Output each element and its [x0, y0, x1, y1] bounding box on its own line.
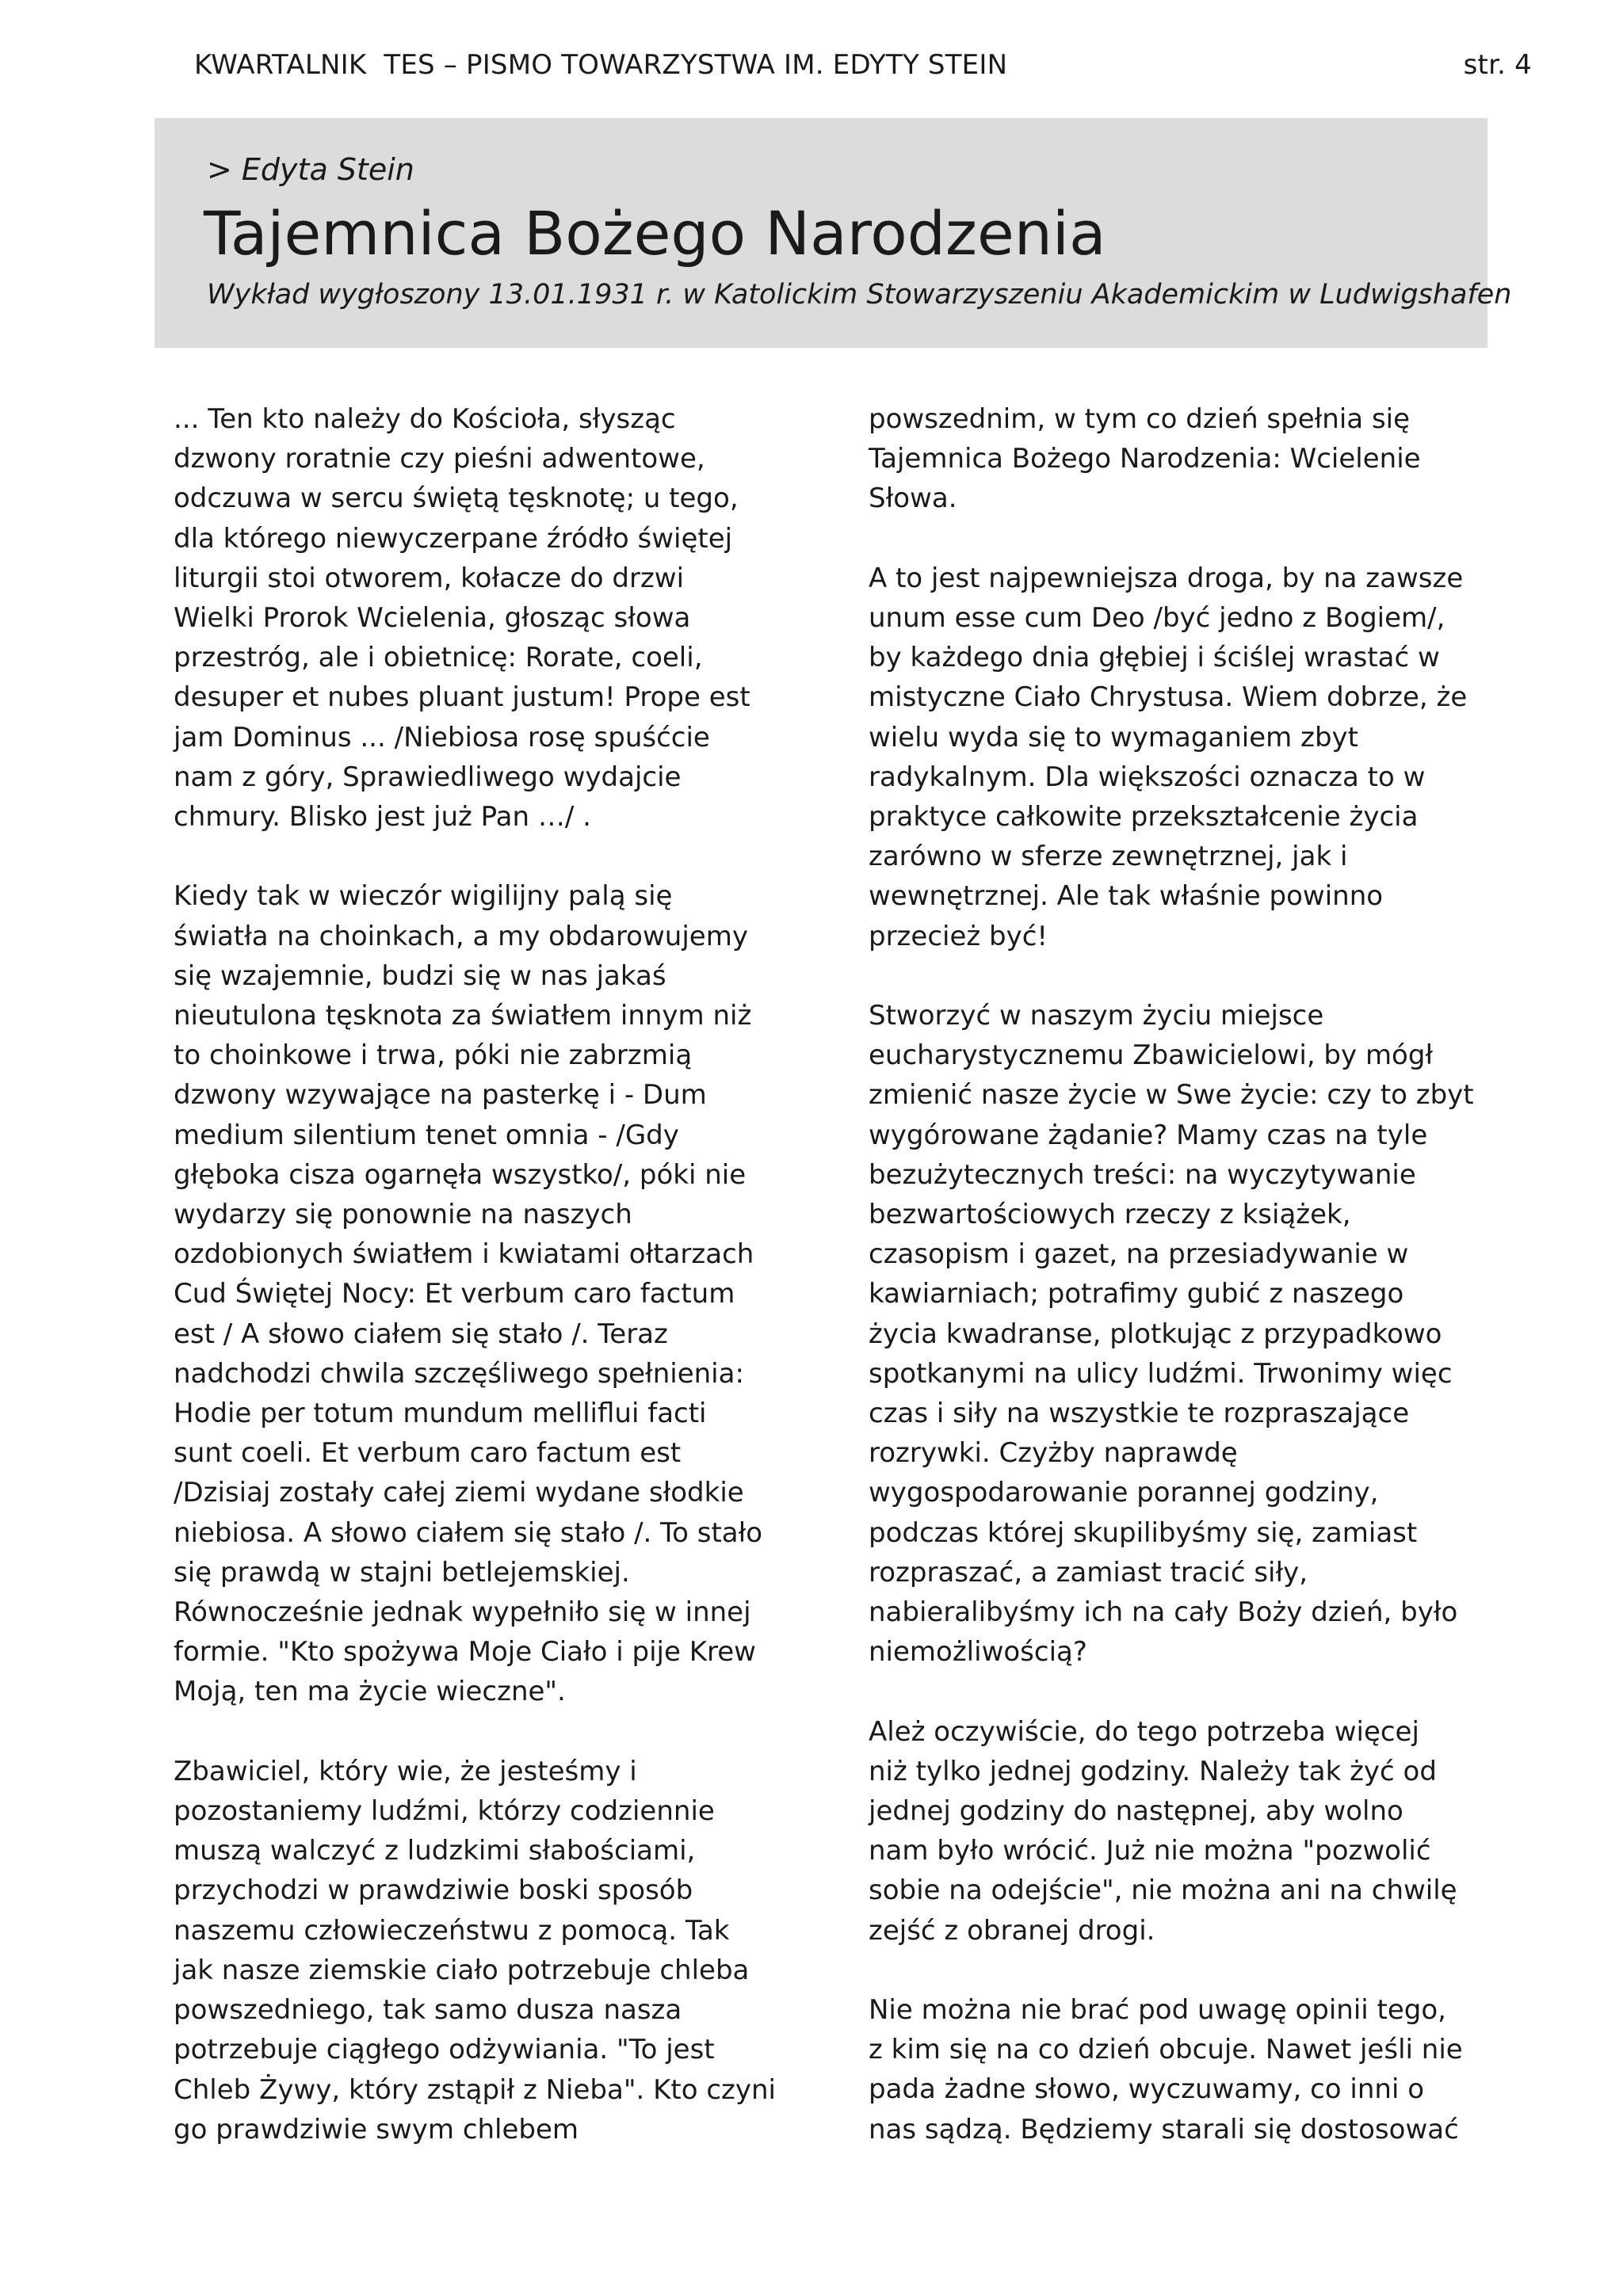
paragraph: Ależ oczywiście, do tego potrzeba więcej niż tylko jednej godziny. Należy tak żyć od jednej godziny do następnej, aby wolno nam było wrócić. Już nie można "pozwolić sobie na odejście", nie można ani na chwilę zejść z obranej drogi. [869, 1715, 1457, 1947]
article-author: > Edyta Stein [207, 152, 414, 187]
paragraph: Stworzyć w naszym życiu miejsce eucharystycznemu Zbawicielowi, by mógł zmienić nasze życie w Swe życie: czy to zbyt wygórowane żądanie? Mamy czas na tyle bezużytecznych treści: na wyczytywanie bezwartościowych rzeczy z książek, czasopism i gazet, na przesiadywanie w kawiarniach; potrafimy gubić z naszego życia kwadranse, plotkując z przypadkowo spotkanymi na ulicy ludźmi. Trwonimy więc czas i siły na wszystkie te rozpraszające rozrywki. Czyżby naprawdę wygospodarowanie porannej godziny, podczas której skupilibyśmy się, zamiast rozpraszać, a zamiast tracić siły, nabieralibyśmy ich na cały Boży dzień, było niemożliwością? [869, 1000, 1474, 1669]
running-header [194, 49, 1532, 89]
paragraph: powszednim, w tym co dzień spełnia się Tajemnica Bożego Narodzenia: Wcielenie Słowa. [869, 403, 1421, 515]
article-subtitle: Wykład wygłoszony 13.01.1931 r. w Katolickim Stowarzyszeniu Akademickim w Ludwigshafen [207, 279, 1512, 311]
page-number: str. 4 [1463, 49, 1532, 81]
publication-title: KWARTALNIK TES – PISMO TOWARZYSTWA IM. EDYTY STEIN [194, 49, 1008, 81]
paragraph: Kiedy tak w wieczór wigilijny palą się światła na choinkach, a my obdarowujemy się wzajemnie, budzi się w nas jakaś nieutulona tęsknota za światłem innym niż to choinkowe i trwa, póki nie zabrzmią dzwony wzywające na pasterkę i - Dum medium silentium tenet omnia - /Gdy głęboka cisza ogarnęła wszystko/, póki nie wydarzy się ponownie na naszych ozdobionych światłem i kwiatami ołtarzach Cud Świętej Nocy: Et verbum caro factum est / A słowo ciałem się stało /. Teraz nadchodzi chwila szczęśliwego spełnienia: Hodie per totum mundum melliflui facti sunt coeli. Et verbum caro factum est /Dzisiaj zostały całej ziemi wydane słodkie niebiosa. A słowo ciałem się stało /. To stało się prawdą w stajni betlejemskiej. Równocześnie jednak wypełniło się w innej formie. "Kto spożywa Moje Ciało i pije Krew Moją, ten ma życie wieczne". [174, 880, 763, 1708]
article-title: Tajemnica Bożego Narodzenia [204, 198, 1106, 269]
text-column-left [174, 399, 792, 2149]
paragraph: ... Ten kto należy do Kościoła, słysząc dzwony roratnie czy pieśni adwentowe, odczuwa w sercu świętą tęsknotę; u tego, dla którego niewyczerpane źródło świętej liturgii stoi otworem, kołacze do drzwi Wielki Prorok Wcielenia, głosząc słowa przestróg, ale i obietnicę: Rorate, coeli, desuper et nubes pluant justum! Prope est jam Dominus ... /Niebiosa rosę spuśćcie nam z góry, Sprawiedliwego wydajcie chmury. Blisko jest już Pan …/ . [174, 403, 750, 833]
paragraph: Nie można nie brać pod uwagę opinii tego, z kim się na co dzień obcuje. Nawet jeśli nie pada żadne słowo, wyczuwamy, co inni o nas sądzą. Będziemy starali się dostosować [869, 1994, 1463, 2145]
paragraph: A to jest najpewniejsza droga, by na zawsze unum esse cum Deo /być jedno z Bogiem/, by każdego dnia głębiej i ściślej wrastać w mistyczne Ciało Chrystusa. Wiem dobrze, że wielu wyda się to wymaganiem zbyt radykalnym. Dla większości oznacza to w praktyce całkowite przekształcenie życia zarówno w sferze zewnętrznej, jak i wewnętrznej. Ale tak właśnie powinno przecież być! [869, 562, 1468, 952]
article-title-band [155, 118, 1512, 348]
text-column-right [869, 399, 1487, 2149]
paragraph: Zbawiciel, który wie, że jesteśmy i pozostaniemy ludźmi, którzy codziennie muszą walczyć z ludzkimi słabościami, przychodzi w prawdziwie boski sposób naszemu człowieczeństwu z pomocą. Tak jak nasze ziemskie ciało potrzebuje chleba powszedniego, tak samo dusza nasza potrzebuje ciągłego odżywiania. "To jest Chleb Żywy, który zstąpił z Nieba". Kto czyni go prawdziwie swym chlebem [174, 1755, 776, 2145]
